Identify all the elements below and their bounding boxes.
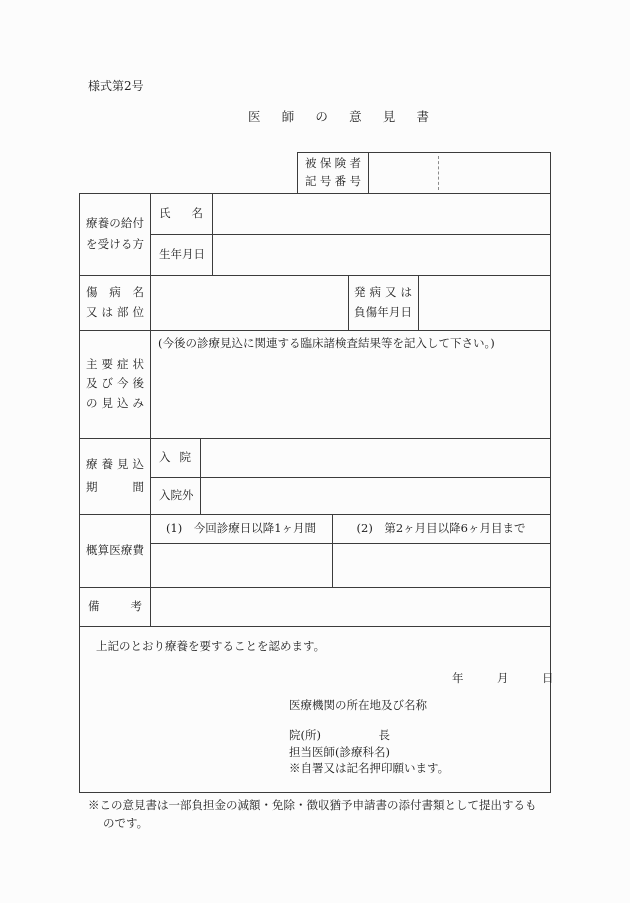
dob-input-cell[interactable] [212,235,550,275]
insured-number-label: 被 保 険 者 記 号 番 号 [305,156,361,188]
remarks-row-label: 備 考 [88,598,142,613]
outpatient-label: 入 院 外 [159,488,194,503]
certification-block [80,626,557,792]
estimate-col2-header: (2) 第2ヶ月目以降6ヶ月目まで [356,520,526,535]
estimate-col1-input-cell[interactable] [150,543,332,587]
page-title: 医 師 の 意 見 書 [248,109,429,124]
estimate-row-label: 概 算 医 療 費 [86,542,144,557]
onset-date-label: 発 病 又 は 負 傷 年 月 日 [354,284,412,319]
period-row-label: 療 養 見 込 期 間 [86,456,144,494]
insured-number-input-cell[interactable] [439,153,550,193]
date-line: 年 月 日 [452,671,557,685]
estimate-col1-header: (1) 今回診療日以降1ヶ月間 [165,520,317,535]
inpatient-label: 入 院 [159,449,191,464]
name-input-cell[interactable] [212,194,550,234]
disease-input-cell[interactable] [150,275,348,330]
dob-label: 生 年 月 日 [159,247,205,262]
insured-symbol-input-cell[interactable] [369,153,438,193]
director-label: 院(所) 長 [289,728,390,742]
insured-number-box [297,152,551,194]
estimate-col2-input-cell[interactable] [332,543,550,587]
remarks-input-cell[interactable] [150,587,550,626]
doctor-label: 担当医師(診療科名) [289,745,390,759]
footnote-line2: のです。 [103,816,149,830]
disease-row-label: 傷 病 名 又 は 部 位 [86,284,144,319]
symptoms-row-label: 主 要 症 状 及 び 今 後 の 見 込 み [86,356,144,410]
institution-label: 医療機関の所在地及び名称 [289,698,427,712]
footnote-line1: ※この意見書は一部負担金の減額・免除・徴収猶予申請書の添付書類として提出するも [88,798,537,812]
recipient-row-label: 療 養 の 給 付 を 受 け る 方 [86,216,144,251]
inpatient-input-cell[interactable] [200,438,550,477]
onset-date-input-cell[interactable] [418,275,550,330]
symptoms-input-cell[interactable] [150,330,550,438]
certification-statement: 上記のとおり療養を要することを認めます。 [96,639,326,653]
outpatient-input-cell[interactable] [200,478,550,514]
main-form-table [79,193,557,793]
signature-note: ※自署又は記名押印願います。 [289,761,450,775]
name-label: 氏 名 [159,206,203,221]
form-number: 様式第2号 [88,79,144,93]
symptoms-note: (今後の診療見込に関連する臨床諸検査結果等を記入して下さい。) [158,336,495,350]
